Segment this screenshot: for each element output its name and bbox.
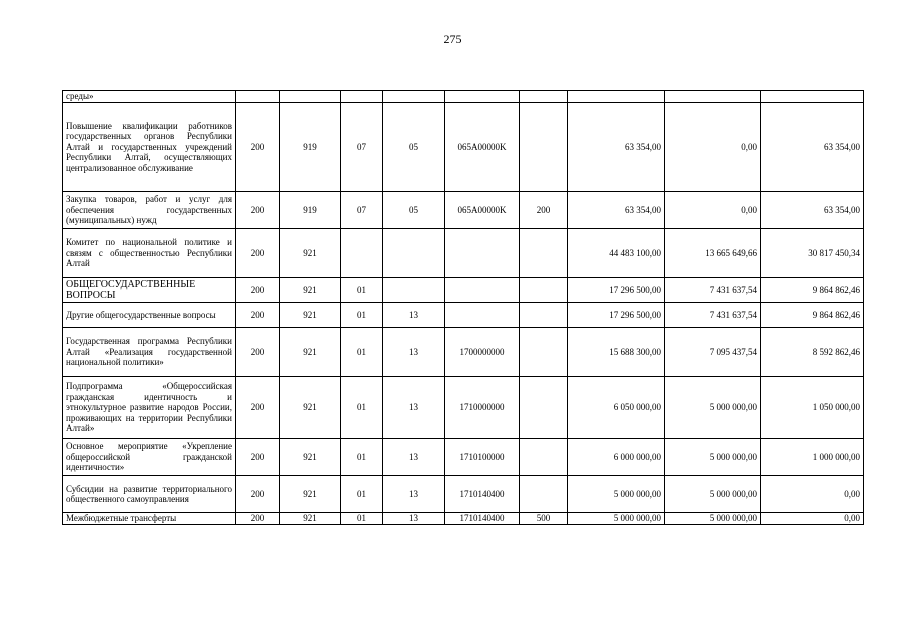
remaining-amount: 9 864 862,46 — [761, 278, 864, 303]
row-name: Комитет по национальной политике и связям с общественностью Республики Алтай — [63, 229, 236, 278]
admin-code: 200 — [236, 328, 280, 377]
subsection-code: 13 — [383, 439, 445, 476]
planned-amount: 63 354,00 — [568, 192, 665, 229]
row-name: Закупка товаров, работ и услуг для обеспечения государственных (муниципальных) нужд — [63, 192, 236, 229]
planned-amount: 17 296 500,00 — [568, 278, 665, 303]
expense-type — [520, 439, 568, 476]
grbs-code: 921 — [280, 229, 341, 278]
grbs-code: 921 — [280, 328, 341, 377]
table-row — [63, 476, 864, 513]
grbs-code: 921 — [280, 476, 341, 513]
target-article: 1700000000 — [445, 328, 520, 377]
section-code: 01 — [341, 377, 383, 439]
budget-table — [62, 90, 864, 525]
remaining-amount: 8 592 862,46 — [761, 328, 864, 377]
target-article — [445, 278, 520, 303]
row-name: Основное мероприятие «Укрепление общероссийской гражданской идентичности» — [63, 439, 236, 476]
remaining-amount: 1 000 000,00 — [761, 439, 864, 476]
remaining-amount: 63 354,00 — [761, 192, 864, 229]
page-number: 275 — [443, 32, 462, 46]
table-row — [63, 439, 864, 476]
target-article — [445, 91, 520, 103]
grbs-code: 921 — [280, 278, 341, 303]
target-article: 1710100000 — [445, 439, 520, 476]
remaining-amount — [761, 91, 864, 103]
grbs-code — [280, 91, 341, 103]
row-name: Повышение квалификации работников государственных органов Республики Алтай и государственных учреждений Республики Алтай, осуществляющих централизованное обслуживание — [63, 103, 236, 192]
table-row — [63, 229, 864, 278]
admin-code: 200 — [236, 103, 280, 192]
remaining-amount: 30 817 450,34 — [761, 229, 864, 278]
grbs-code: 921 — [280, 439, 341, 476]
subsection-code: 13 — [383, 476, 445, 513]
remaining-amount: 9 864 862,46 — [761, 303, 864, 328]
expense-type — [520, 303, 568, 328]
planned-amount: 44 483 100,00 — [568, 229, 665, 278]
executed-amount: 7 431 637,54 — [665, 278, 761, 303]
expense-type — [520, 229, 568, 278]
admin-code: 200 — [236, 476, 280, 513]
remaining-amount: 1 050 000,00 — [761, 377, 864, 439]
row-name: Государственная программа Республики Алтай «Реализация государственной национальной политики» — [63, 328, 236, 377]
admin-code: 200 — [236, 303, 280, 328]
executed-amount: 7 095 437,54 — [665, 328, 761, 377]
planned-amount: 5 000 000,00 — [568, 513, 665, 525]
table-row — [63, 91, 864, 103]
expense-type: 500 — [520, 513, 568, 525]
planned-amount: 15 688 300,00 — [568, 328, 665, 377]
expense-type — [520, 91, 568, 103]
expense-type — [520, 377, 568, 439]
admin-code: 200 — [236, 192, 280, 229]
grbs-code: 919 — [280, 103, 341, 192]
subsection-code — [383, 91, 445, 103]
subsection-code: 05 — [383, 103, 445, 192]
executed-amount: 5 000 000,00 — [665, 513, 761, 525]
admin-code: 200 — [236, 377, 280, 439]
row-name: Подпрограмма «Общероссийская гражданская идентичность и этнокультурное развитие народов России, проживающих на территории Республики Алтай» — [63, 377, 236, 439]
section-code: 07 — [341, 103, 383, 192]
grbs-code: 921 — [280, 513, 341, 525]
admin-code: 200 — [236, 278, 280, 303]
section-code — [341, 229, 383, 278]
expense-type — [520, 103, 568, 192]
section-code: 01 — [341, 328, 383, 377]
section-code: 07 — [341, 192, 383, 229]
section-code: 01 — [341, 476, 383, 513]
executed-amount: 13 665 649,66 — [665, 229, 761, 278]
row-name: ОБЩЕГОСУДАРСТВЕННЫЕ ВОПРОСЫ — [63, 278, 236, 303]
remaining-amount: 0,00 — [761, 513, 864, 525]
target-article: 065A00000K — [445, 103, 520, 192]
subsection-code: 13 — [383, 303, 445, 328]
executed-amount: 7 431 637,54 — [665, 303, 761, 328]
subsection-code: 13 — [383, 377, 445, 439]
target-article: 1710140400 — [445, 476, 520, 513]
planned-amount: 17 296 500,00 — [568, 303, 665, 328]
table-row — [63, 513, 864, 525]
expense-type — [520, 476, 568, 513]
table-row — [63, 377, 864, 439]
grbs-code: 921 — [280, 377, 341, 439]
remaining-amount: 63 354,00 — [761, 103, 864, 192]
expense-type — [520, 328, 568, 377]
remaining-amount: 0,00 — [761, 476, 864, 513]
subsection-code: 05 — [383, 192, 445, 229]
expense-type: 200 — [520, 192, 568, 229]
executed-amount: 5 000 000,00 — [665, 476, 761, 513]
table-row — [63, 303, 864, 328]
row-name: Субсидии на развитие территориального общественного самоуправления — [63, 476, 236, 513]
planned-amount — [568, 91, 665, 103]
subsection-code — [383, 278, 445, 303]
target-article — [445, 229, 520, 278]
planned-amount: 6 050 000,00 — [568, 377, 665, 439]
target-article: 1710140400 — [445, 513, 520, 525]
target-article — [445, 303, 520, 328]
table-row — [63, 278, 864, 303]
admin-code — [236, 91, 280, 103]
target-article: 065A00000K — [445, 192, 520, 229]
admin-code: 200 — [236, 439, 280, 476]
row-name: среды» — [63, 91, 236, 103]
executed-amount: 0,00 — [665, 192, 761, 229]
section-code: 01 — [341, 303, 383, 328]
table-row — [63, 103, 864, 192]
subsection-code: 13 — [383, 513, 445, 525]
section-code: 01 — [341, 513, 383, 525]
admin-code: 200 — [236, 229, 280, 278]
row-name: Межбюджетные трансферты — [63, 513, 236, 525]
section-code — [341, 91, 383, 103]
executed-amount: 5 000 000,00 — [665, 377, 761, 439]
subsection-code — [383, 229, 445, 278]
target-article: 1710000000 — [445, 377, 520, 439]
executed-amount — [665, 91, 761, 103]
planned-amount: 6 000 000,00 — [568, 439, 665, 476]
row-name: Другие общегосударственные вопросы — [63, 303, 236, 328]
planned-amount: 63 354,00 — [568, 103, 665, 192]
grbs-code: 921 — [280, 303, 341, 328]
grbs-code: 919 — [280, 192, 341, 229]
section-code: 01 — [341, 439, 383, 476]
subsection-code: 13 — [383, 328, 445, 377]
admin-code: 200 — [236, 513, 280, 525]
table-row — [63, 328, 864, 377]
executed-amount: 0,00 — [665, 103, 761, 192]
table-row — [63, 192, 864, 229]
planned-amount: 5 000 000,00 — [568, 476, 665, 513]
expense-type — [520, 278, 568, 303]
section-code: 01 — [341, 278, 383, 303]
executed-amount: 5 000 000,00 — [665, 439, 761, 476]
